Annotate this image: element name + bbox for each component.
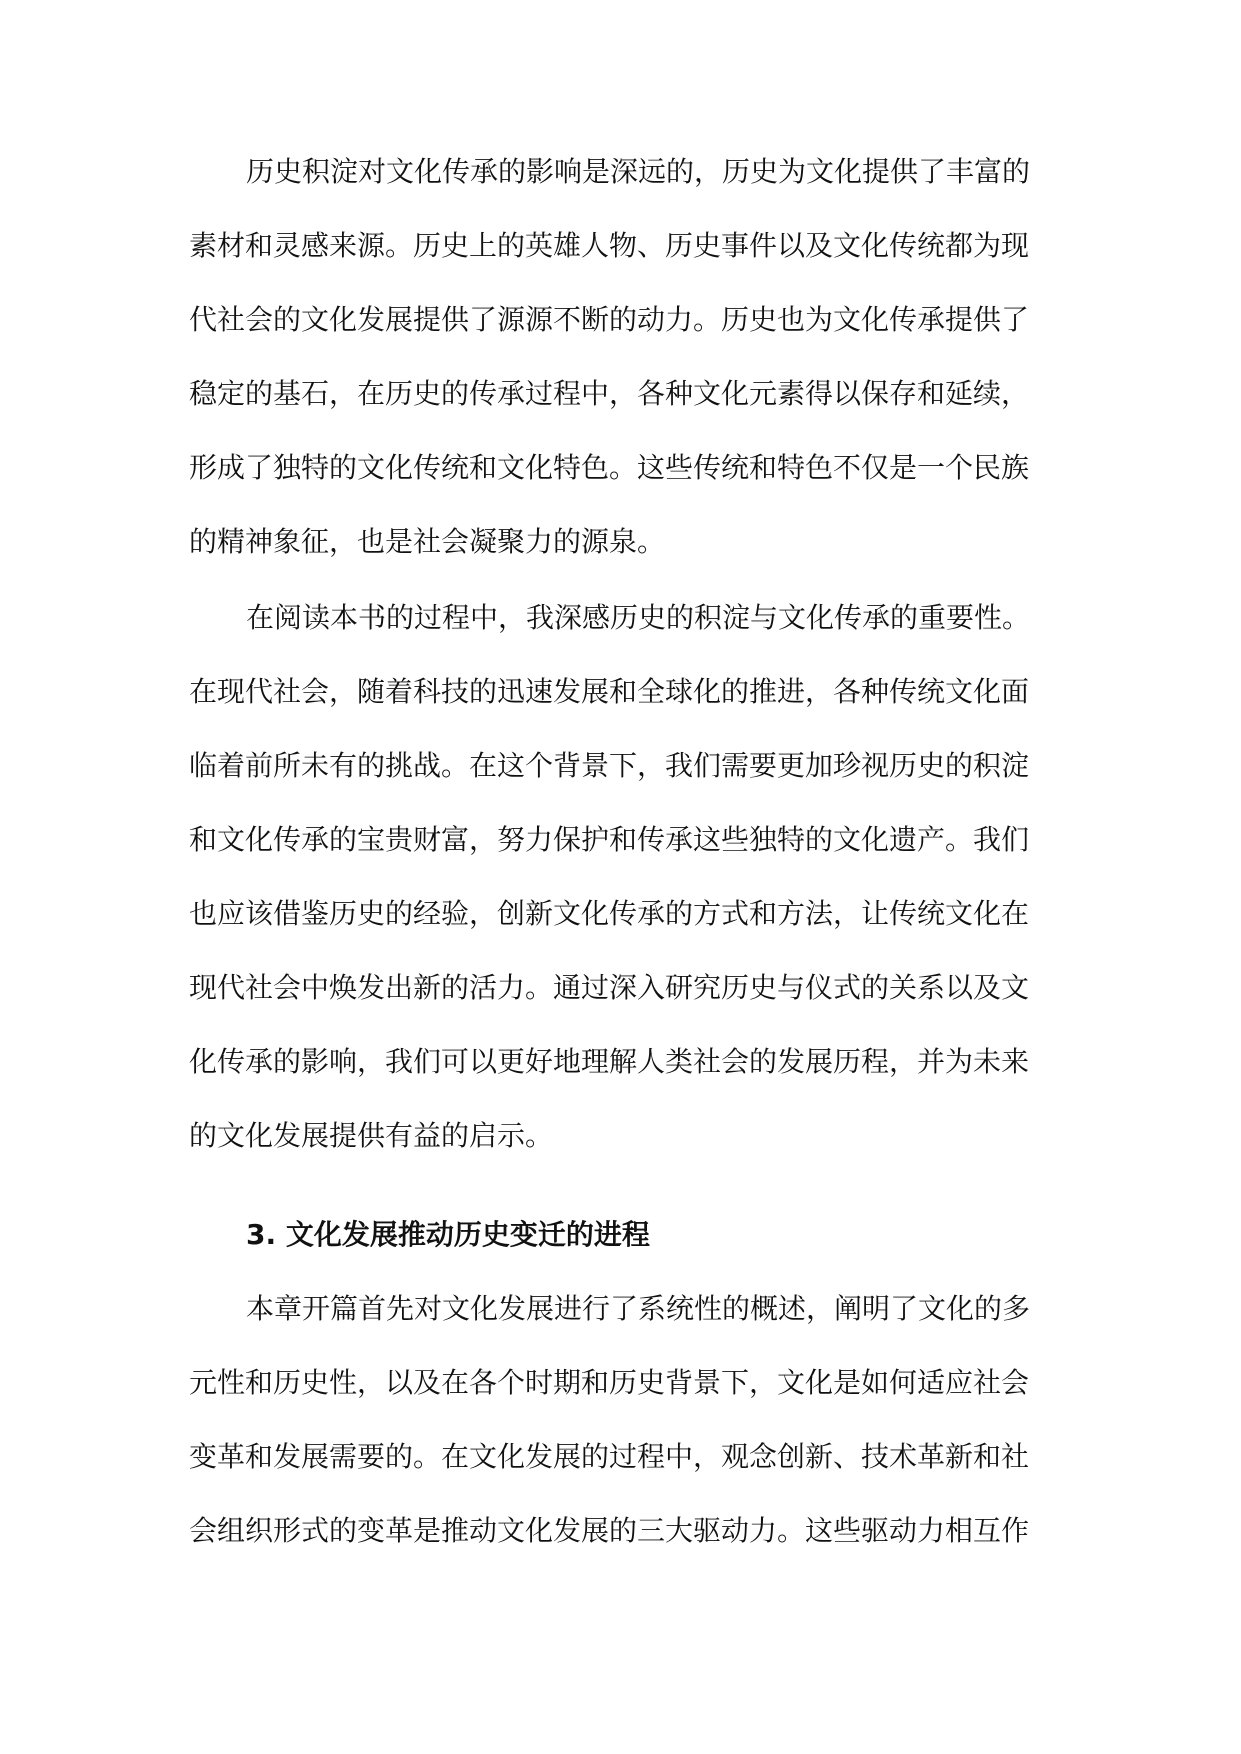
paragraph-2-line-6: 现代社会中焕发出新的活力。通过深入研究历史与仪式的关系以及文 — [189, 971, 1030, 1004]
paragraph-3-line-3: 变革和发展需要的。在文化发展的过程中，观念创新、技术革新和社 — [189, 1440, 1030, 1473]
section-heading: 3. 文化发展推动历史变迁的进程 — [246, 1218, 650, 1251]
paragraph-2-line-7: 化传承的影响，我们可以更好地理解人类社会的发展历程，并为未来 — [189, 1045, 1030, 1078]
paragraph-1-line-5: 形成了独特的文化传统和文化特色。这些传统和特色不仅是一个民族 — [189, 451, 1030, 484]
paragraph-2-line-8: 的文化发展提供有益的启示。 — [189, 1119, 554, 1152]
paragraph-2-line-1: 在阅读本书的过程中，我深感历史的积淀与文化传承的重要性。 — [246, 601, 1031, 634]
paragraph-1-line-1: 历史积淀对文化传承的影响是深远的，历史为文化提供了丰富的 — [246, 155, 1031, 188]
paragraph-1-line-3: 代社会的文化发展提供了源源不断的动力。历史也为文化传承提供了 — [189, 303, 1030, 336]
paragraph-2-line-2: 在现代社会，随着科技的迅速发展和全球化的推进，各种传统文化面 — [189, 675, 1030, 708]
paragraph-2-line-4: 和文化传承的宝贵财富，努力保护和传承这些独特的文化遗产。我们 — [189, 823, 1030, 856]
paragraph-1-line-6: 的精神象征，也是社会凝聚力的源泉。 — [189, 525, 666, 558]
paragraph-1-line-4: 稳定的基石，在历史的传承过程中，各种文化元素得以保存和延续， — [189, 377, 1030, 410]
paragraph-1-line-2: 素材和灵感来源。历史上的英雄人物、历史事件以及文化传统都为现 — [189, 229, 1030, 262]
paragraph-2-line-3: 临着前所未有的挑战。在这个背景下，我们需要更加珍视历史的积淀 — [189, 749, 1030, 782]
paragraph-3-line-4: 会组织形式的变革是推动文化发展的三大驱动力。这些驱动力相互作 — [189, 1514, 1030, 1547]
paragraph-3-line-2: 元性和历史性，以及在各个时期和历史背景下，文化是如何适应社会 — [189, 1366, 1030, 1399]
paragraph-2-line-5: 也应该借鉴历史的经验，创新文化传承的方式和方法，让传统文化在 — [189, 897, 1030, 930]
paragraph-3-line-1: 本章开篇首先对文化发展进行了系统性的概述，阐明了文化的多 — [246, 1292, 1031, 1325]
